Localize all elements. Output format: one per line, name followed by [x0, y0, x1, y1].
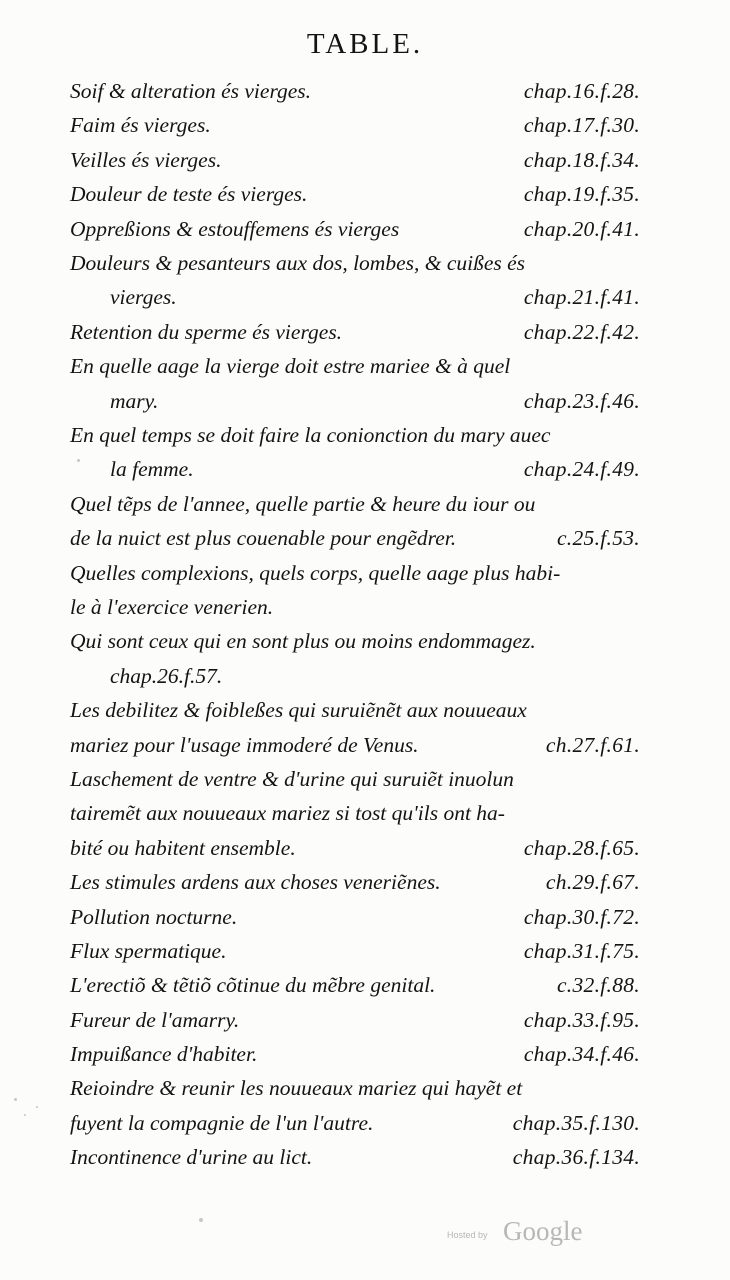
toc-entry	[70, 212, 640, 246]
entry-title-continued: fuyent la compagnie de l'un l'autre.	[70, 1110, 374, 1135]
toc-entry	[70, 1037, 640, 1071]
entry-title-continued: mariez pour l'usage immoderé de Venus.	[70, 732, 419, 757]
entry-reference: chap.20.f.41.	[523, 216, 640, 241]
ink-speck	[24, 1114, 26, 1116]
entry-reference: chap.17.f.30.	[523, 113, 640, 138]
toc-entry	[70, 143, 640, 177]
entry-title-continued: la femme.	[110, 457, 194, 482]
entry-title: Veilles és vierges.	[70, 147, 222, 172]
entry-title: L'erectiõ & tẽtiõ cõtinue du mẽbre genital.	[70, 973, 436, 998]
ink-speck	[14, 1098, 17, 1101]
entry-title: Les debilitez & foibleßes qui suruiẽnẽt aux nouueaux	[70, 698, 527, 723]
entry-reference: c.25.f.53.	[556, 526, 640, 551]
entry-title: Quelles complexions, quels corps, quelle aage plus habi-	[70, 560, 561, 585]
entry-title: Incontinence d'urine au lict.	[70, 1145, 313, 1170]
hosted-by-label: Hosted by	[447, 1230, 488, 1240]
table-of-contents	[70, 74, 640, 1175]
entry-title: Flux spermatique.	[70, 938, 227, 963]
entry-title: Qui sont ceux qui en sont plus ou moins endommagez.	[70, 629, 536, 654]
toc-entry	[70, 418, 640, 487]
toc-entry	[70, 556, 640, 625]
entry-title: Retention du sperme és vierges.	[70, 319, 343, 344]
entry-reference: chap.28.f.65.	[523, 835, 640, 860]
toc-entry	[70, 934, 640, 968]
entry-title-continued: le à l'exercice venerien.	[70, 594, 274, 619]
toc-entry	[70, 74, 640, 108]
entry-title-continued: chap.26.f.57.	[110, 663, 223, 688]
toc-entry	[70, 487, 640, 556]
entry-reference: chap.30.f.72.	[523, 904, 640, 929]
entry-reference: chap.23.f.46.	[523, 388, 640, 413]
toc-entry	[70, 349, 640, 418]
entry-title: En quelle aage la vierge doit estre mariee & à quel	[70, 354, 511, 379]
toc-entry	[70, 1003, 640, 1037]
entry-reference: ch.27.f.61.	[545, 732, 640, 757]
entry-reference: chap.35.f.130.	[512, 1110, 640, 1135]
entry-title: Douleur de teste és vierges.	[70, 182, 308, 207]
entry-reference: chap.16.f.28.	[523, 79, 640, 103]
entry-title-continued: de la nuict est plus couenable pour engẽdrer.	[70, 526, 457, 551]
ink-speck	[199, 1218, 203, 1222]
entry-title: bité ou habitent ensemble.	[70, 835, 296, 860]
entry-title: Faim és vierges.	[70, 113, 211, 138]
google-logo: Google	[503, 1216, 583, 1246]
entry-title: Oppreßions & estouffemens és vierges	[70, 216, 400, 241]
entry-title: Laschement de ventre & d'urine qui suruiẽt inuolun	[70, 766, 514, 791]
entry-title: Quel tẽps de l'annee, quelle partie & heure du iour ou	[70, 491, 536, 516]
toc-entry	[70, 762, 640, 831]
toc-entry	[70, 108, 640, 142]
entry-title: Reioindre & reunir les nouueaux mariez qui hayẽt et	[70, 1076, 523, 1101]
page-title: TABLE.	[306, 28, 424, 60]
entry-reference: chap.34.f.46.	[523, 1042, 640, 1067]
entry-reference: chap.22.f.42.	[523, 319, 640, 344]
toc-entry	[70, 177, 640, 211]
toc-entry	[70, 315, 640, 349]
entry-title: Pollution nocturne.	[70, 904, 238, 929]
entry-title: Soif & alteration és vierges.	[70, 79, 312, 103]
toc-entry	[70, 1071, 640, 1140]
toc-entry	[70, 865, 640, 899]
toc-entry	[70, 1140, 640, 1174]
entry-title: Les stimules ardens aux choses veneriẽnes.	[70, 870, 441, 895]
entry-reference: c.32.f.88.	[556, 973, 640, 998]
toc-entry	[70, 968, 640, 1002]
entry-reference: chap.31.f.75.	[523, 938, 640, 963]
entry-reference: chap.18.f.34.	[523, 147, 640, 172]
entry-title-continued: tairemẽt aux nouueaux mariez si tost qu'ils ont ha-	[70, 801, 505, 826]
toc-entry	[70, 900, 640, 934]
entry-title: Fureur de l'amarry.	[70, 1007, 240, 1032]
entry-title: Impuißance d'habiter.	[70, 1042, 258, 1067]
entry-title: Douleurs & pesanteurs aux dos, lombes, & cuißes és	[70, 250, 526, 275]
ink-speck	[36, 1106, 38, 1108]
entry-reference: chap.19.f.35.	[523, 182, 640, 207]
entry-title-continued: mary.	[110, 388, 159, 413]
entry-reference: chap.33.f.95.	[523, 1007, 640, 1032]
entry-reference: ch.29.f.67.	[545, 870, 640, 895]
entry-reference: chap.36.f.134.	[512, 1145, 640, 1170]
entry-title-continued: vierges.	[110, 285, 177, 310]
toc-entry	[70, 246, 640, 315]
toc-entry	[70, 831, 640, 865]
toc-entry	[70, 693, 640, 762]
entry-title: En quel temps se doit faire la conionction du mary auec	[70, 422, 551, 447]
entry-reference: chap.24.f.49.	[523, 457, 640, 482]
entry-reference: chap.21.f.41.	[523, 285, 640, 310]
toc-entry	[70, 624, 640, 693]
